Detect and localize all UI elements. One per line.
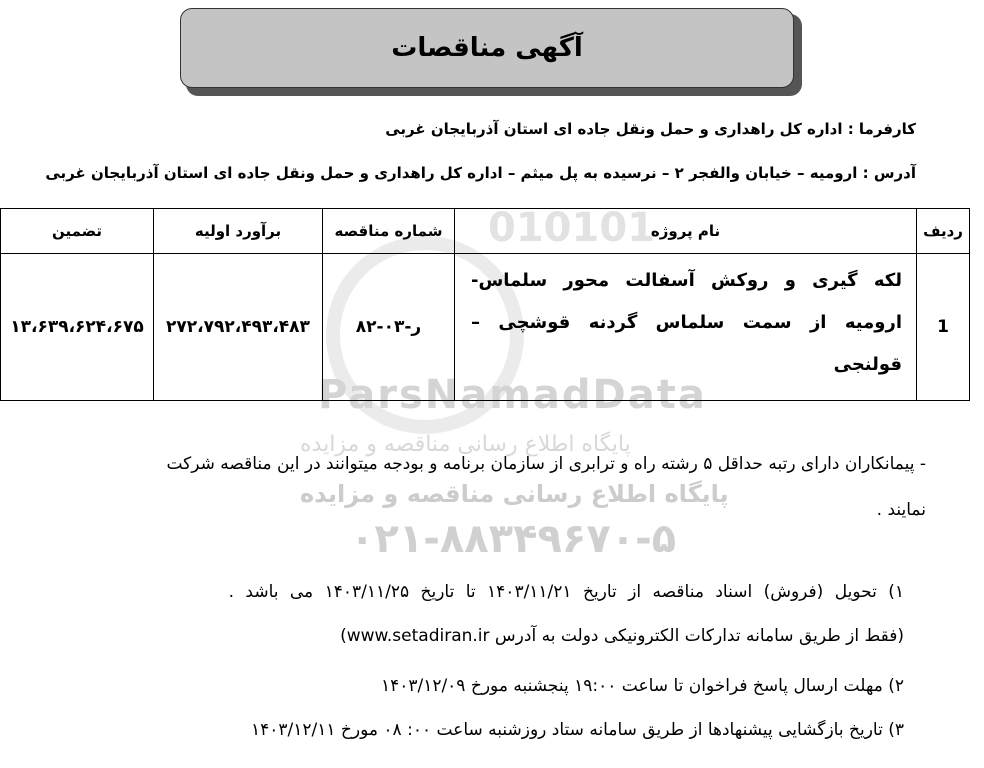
watermark-line-2: پایگاه اطلاع رسانی مناقصه و مزایده bbox=[300, 480, 729, 508]
page-title: آگهی مناقصات bbox=[391, 33, 583, 63]
contractors-note-line-1: - پیمانکاران دارای رتبه حداقل ۵ رشته راه و ترابری از سازمان برنامه و بودجه میتوانند در این مناقصه شرکت bbox=[166, 454, 926, 474]
tender-table bbox=[0, 205, 970, 401]
header-row-no: ردیف bbox=[916, 208, 970, 254]
watermark-line-1: پایگاه اطلاع رسانی مناقصه و مزایده bbox=[300, 432, 631, 457]
watermark-phone: ۰۲۱-۸۸۳۴۹۶۷۰-۵ bbox=[350, 516, 677, 562]
watermark-digits: 010101 bbox=[488, 205, 655, 251]
contractors-note-line-2: نمایند . bbox=[876, 500, 926, 520]
header-project: نام پروژه bbox=[454, 208, 917, 254]
employer-line: کارفرما : اداره کل راهداری و حمل ونقل جاده ای استان آذربایجان غربی bbox=[385, 120, 916, 138]
item-1-line-2: (فقط از طریق سامانه تدارکات الکترونیکی دولت به آدرس www.setadiran.ir) bbox=[340, 626, 904, 646]
item-1-line-1: ۱) تحویل (فروش) اسناد مناقصه از تاریخ ۱۴۰۳/۱۱/۲۱ تا تاریخ ۱۴۰۳/۱۱/۲۵ می باشد . bbox=[228, 582, 904, 602]
cell-tender-no: ۸۲-ر-۰۳ bbox=[322, 253, 455, 401]
header-tender-no: شماره مناقصه bbox=[322, 208, 455, 254]
header-guarantee: تضمین bbox=[0, 208, 154, 254]
watermark-brand: ParsNamadData bbox=[318, 372, 707, 418]
header-estimate: برآورد اولیه bbox=[153, 208, 323, 254]
cell-guarantee: ۱۳،۶۳۹،۶۲۴،۶۷۵ bbox=[0, 253, 154, 401]
cell-project-name: لکه گیری و روکش آسفالت محور سلماس- ارومیه از سمت سلماس گردنه قوشچی – قولنجی bbox=[454, 253, 917, 401]
title-box bbox=[180, 8, 794, 88]
cell-row-no: 1 bbox=[916, 253, 970, 401]
item-3: ۳) تاریخ بازگشایی پیشنهادها از طریق سامانه ستاد روزشنبه ساعت ۰۰: ۰۸ مورخ ۱۴۰۳/۱۲/۱۱ bbox=[251, 720, 904, 740]
item-2: ۲) مهلت ارسال پاسخ فراخوان تا ساعت ۱۹:۰۰ پنجشنبه مورخ ۱۴۰۳/۱۲/۰۹ bbox=[380, 676, 904, 696]
address-line: آدرس : ارومیه – خیابان والفجر ۲ – نرسیده به پل میثم – اداره کل راهداری و حمل ونقل جاده ای استان آذربایجان غربی bbox=[45, 164, 916, 182]
cell-estimate: ۲۷۲،۷۹۲،۴۹۳،۴۸۳ bbox=[153, 253, 323, 401]
